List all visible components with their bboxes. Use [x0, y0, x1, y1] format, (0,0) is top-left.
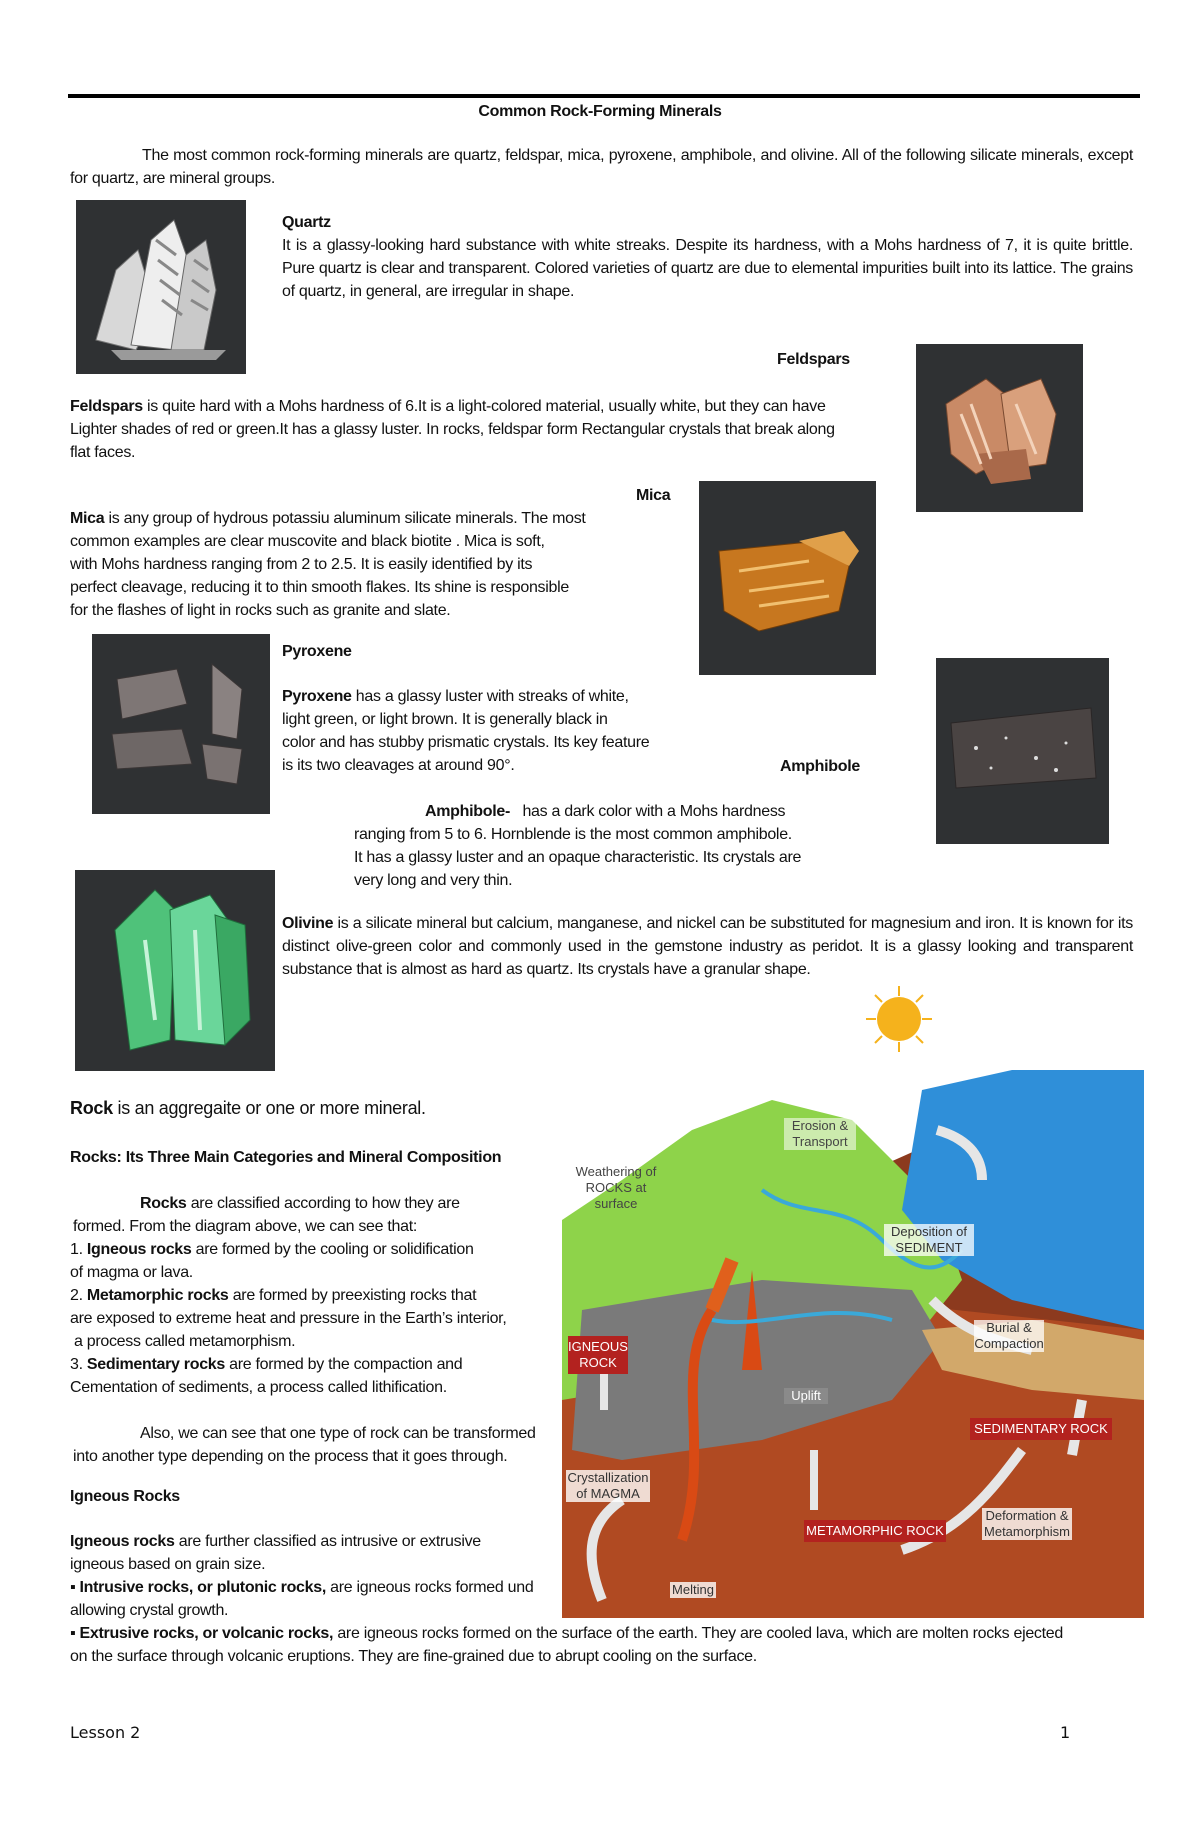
igneous-heading: Igneous Rocks: [70, 1488, 180, 1505]
pyroxene-term: Pyroxene: [282, 688, 352, 705]
label-uplift: Uplift: [784, 1388, 828, 1404]
label-igneous: IGNEOUS ROCK: [568, 1336, 628, 1374]
rocks-heading: Rocks: Its Three Main Categories and Mineral Composition: [70, 1149, 502, 1166]
pyroxene-text: Pyroxene has a glassy luster with streaks of white, light green, or light brown. It is generally black in color and has stubby prismatic crystals. Its key feature is its two cleavages at around 90°.: [282, 688, 650, 774]
feldspars-text: Feldspars is quite hard with a Mohs hardness of 6.It is a light-colored material, usually white, but they can have Lighter shades of red or green.It has a glassy luster. In rocks, feldspar form Rectangular crystals that break along flat faces.: [70, 398, 835, 461]
igneous-paragraph: Igneous rocks are further classified as intrusive or extrusive igneous based on grain size. ▪ Intrusive rocks, or plutonic rocks, are igneous rocks formed und allowing crystal growth.: [70, 1533, 534, 1619]
mica-term: Mica: [70, 510, 105, 527]
label-metamorphic: METAMORPHIC ROCK: [804, 1520, 946, 1542]
olivine-term: Olivine: [282, 915, 334, 932]
page-title: Common Rock-Forming Minerals: [478, 103, 722, 120]
rock-cycle-diagram: [562, 1070, 1144, 1618]
feldspars-term: Feldspars: [70, 398, 143, 415]
olivine-text: Olivine is a silicate mineral but calcium, manganese, and nickel can be substituted for magnesium and iron. It is known for its distinct olive-green color and commonly used in the gemstone industry as peridot. It is a glassy looking and transparent substance that is almost as hard as quartz. Its crystals have a granular shape.: [282, 915, 1133, 978]
feldspars-heading: Feldspars: [777, 351, 850, 368]
quartz-text: It is a glassy-looking hard substance with white streaks. Despite its hardness, with a Mohs hardness of 7, it is quite brittle. Pure quartz is clear and transparent. Colored varieties of quartz are due to elemental impurities built into its lattice. The grains of quartz, in general, are irregular in shape.: [282, 237, 1133, 300]
rock-term: Rock: [70, 1098, 113, 1118]
footer-page-number: 1: [1060, 1723, 1071, 1742]
amphibole-heading: Amphibole: [780, 758, 860, 775]
olivine-image: [75, 870, 275, 1071]
pyroxene-heading: Pyroxene: [282, 643, 352, 660]
label-burial: Burial & Compaction: [974, 1320, 1044, 1351]
label-erosion: Erosion & Transport: [784, 1118, 856, 1150]
label-deposition: Deposition of SEDIMENT: [884, 1224, 974, 1256]
amphibole-term: Amphibole-: [425, 803, 510, 820]
quartz-heading: Quartz: [282, 214, 331, 231]
mica-heading: Mica: [636, 487, 671, 504]
footer-lesson: Lesson 2: [70, 1723, 141, 1742]
label-weathering: Weathering of ROCKS at surface: [575, 1164, 657, 1211]
mica-text: Mica is any group of hydrous potassiu aluminum silicate minerals. The most common examples are clear muscovite and black biotite . Mica is soft, with Mohs hardness ranging from 2 to 2.5. It is easily identified by its perfect cleavage, reducing it to thin smooth flakes. Its shine is responsible for the flashes of light in rocks such as granite and slate.: [70, 510, 586, 619]
sun-icon: [864, 984, 934, 1054]
label-crystallization: Crystallization of MAGMA: [567, 1470, 649, 1501]
extrusive-paragraph: ▪ Extrusive rocks, or volcanic rocks, are igneous rocks formed on the surface of the earth. They are cooled lava, which are molten rocks ejected on the surface through volcanic eruptions. They are fine-grained due to abrupt cooling on the surface.: [70, 1625, 1063, 1665]
rocks-paragraph: Rocks are classified according to how they are formed. From the diagram above, we can see that: 1. Igneous rocks are formed by the cooling or solidification of magma or lava. 2. Metamorphic rocks are formed by preexisting rocks that are exposed to extreme heat and pressure in the Earth’s interior, a process called metamorphism. 3. Sedimentary rocks are formed by the compaction and Cementation of sediments, a process called lithification. Also, we can see that one type of rock can be transformed into another type depending on the process that it goes through.: [70, 1195, 536, 1465]
amphibole-text: Amphibole- has a dark color with a Mohs hardness ranging from 5 to 6. Hornblende is the most common amphibole. It has a glassy luster and an opaque characteristic. Its crystals are very long and very thin.: [354, 803, 802, 889]
intro-paragraph: The most common rock-forming minerals are quartz, feldspar, mica, pyroxene, amphibole, and olivine. All of the following silicate minerals, except for quartz, are mineral groups.: [70, 147, 1133, 187]
quartz-image: [76, 200, 246, 374]
rock-definition: Rock is an aggregaite or one or more mineral.: [70, 1098, 426, 1118]
top-rule: [68, 94, 1140, 98]
label-melting: Melting: [670, 1582, 716, 1598]
label-deformation: Deformation & Metamorphism: [982, 1508, 1072, 1540]
amphibole-image: [936, 658, 1109, 844]
feldspars-image: [916, 344, 1083, 512]
label-sedimentary: SEDIMENTARY ROCK: [970, 1418, 1112, 1440]
pyroxene-image: [92, 634, 270, 814]
mica-image: [699, 481, 876, 675]
